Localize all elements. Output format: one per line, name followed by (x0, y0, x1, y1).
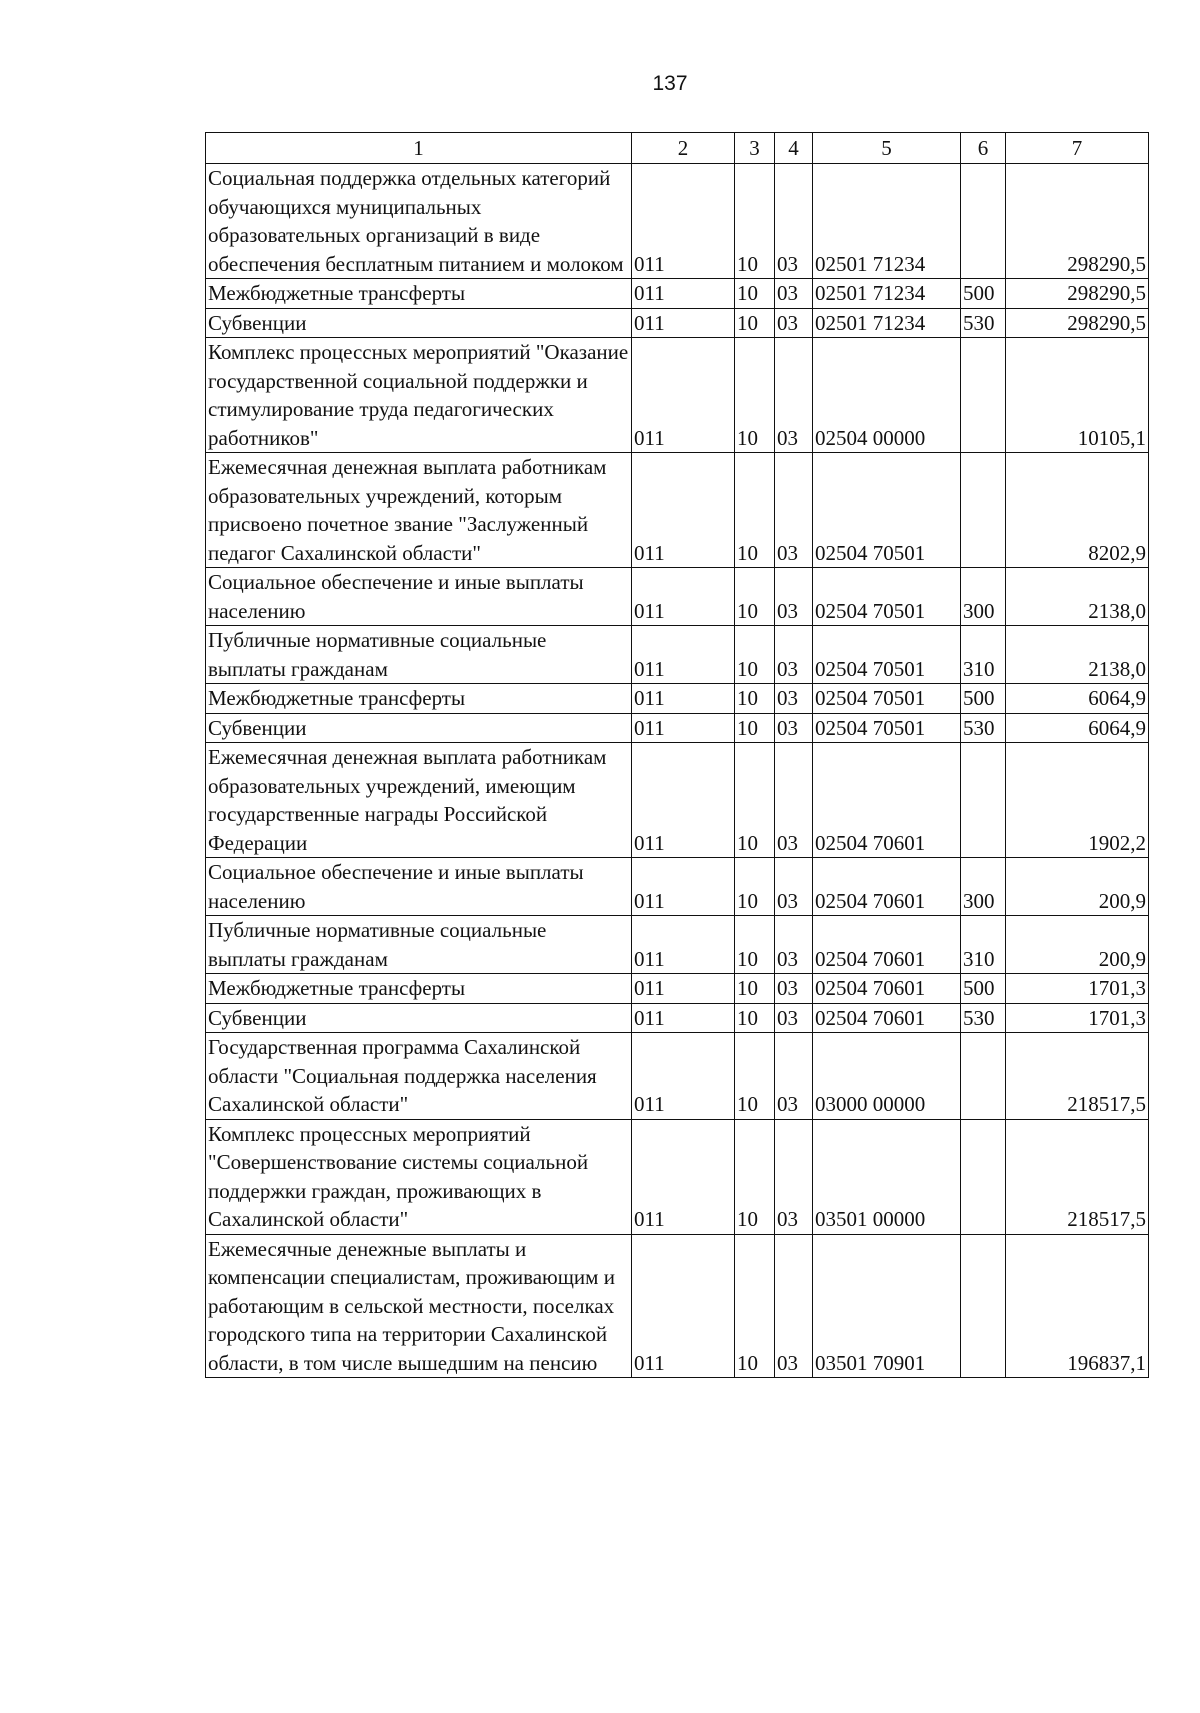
row-name-cell: Комплекс процессных мероприятий "Оказание государственной социальной поддержки и стимулирование труда педагогических работников" (206, 338, 632, 453)
row-col4-cell: 03 (775, 626, 813, 684)
row-col3-cell: 10 (735, 453, 775, 568)
row-amount-cell: 298290,5 (1006, 164, 1149, 279)
table-row (206, 1003, 1149, 1033)
table-row (206, 626, 1149, 684)
row-col6-cell (961, 453, 1006, 568)
row-col2-cell: 011 (632, 858, 735, 916)
row-col4-cell: 03 (775, 279, 813, 309)
row-col2-cell: 011 (632, 1119, 735, 1234)
column-header: 4 (775, 133, 813, 164)
row-name-cell: Субвенции (206, 713, 632, 743)
row-col2-cell: 011 (632, 1033, 735, 1120)
column-header: 3 (735, 133, 775, 164)
row-name-cell: Ежемесячные денежные выплаты и компенсации специалистам, проживающим и работающим в сельской местности, поселках городского типа на территории Сахалинской области, в том числе вышедшим на пенсию (206, 1234, 632, 1378)
row-col5-cell: 02501 71234 (813, 164, 961, 279)
row-col3-cell: 10 (735, 308, 775, 338)
table-row (206, 164, 1149, 279)
row-col5-cell: 02504 70501 (813, 626, 961, 684)
row-col2-cell: 011 (632, 974, 735, 1004)
row-col5-cell: 02504 70601 (813, 858, 961, 916)
row-col4-cell: 03 (775, 684, 813, 714)
table-row (206, 858, 1149, 916)
column-header: 5 (813, 133, 961, 164)
column-header: 7 (1006, 133, 1149, 164)
table-body (206, 164, 1149, 1378)
budget-table (205, 132, 1149, 1378)
row-name-cell: Комплекс процессных мероприятий "Совершенствование системы социальной поддержки граждан, проживающих в Сахалинской области" (206, 1119, 632, 1234)
row-col4-cell: 03 (775, 453, 813, 568)
row-amount-cell: 10105,1 (1006, 338, 1149, 453)
row-name-cell: Межбюджетные трансферты (206, 684, 632, 714)
row-col2-cell: 011 (632, 684, 735, 714)
row-name-cell: Социальная поддержка отдельных категорий обучающихся муниципальных образовательных организаций в виде обеспечения бесплатным питанием и молоком (206, 164, 632, 279)
row-col6-cell: 310 (961, 626, 1006, 684)
row-col4-cell: 03 (775, 164, 813, 279)
column-header: 6 (961, 133, 1006, 164)
row-col2-cell: 011 (632, 164, 735, 279)
row-col6-cell: 530 (961, 1003, 1006, 1033)
row-col6-cell: 530 (961, 308, 1006, 338)
row-col6-cell: 300 (961, 858, 1006, 916)
row-col3-cell: 10 (735, 338, 775, 453)
row-col4-cell: 03 (775, 1234, 813, 1378)
row-col2-cell: 011 (632, 308, 735, 338)
table-row (206, 279, 1149, 309)
row-name-cell: Социальное обеспечение и иные выплаты населению (206, 568, 632, 626)
row-amount-cell: 1902,2 (1006, 743, 1149, 858)
row-col3-cell: 10 (735, 684, 775, 714)
row-col4-cell: 03 (775, 1119, 813, 1234)
row-amount-cell: 200,9 (1006, 916, 1149, 974)
row-col3-cell: 10 (735, 858, 775, 916)
row-amount-cell: 6064,9 (1006, 713, 1149, 743)
row-col4-cell: 03 (775, 713, 813, 743)
table-header-row (206, 133, 1149, 164)
row-amount-cell: 1701,3 (1006, 974, 1149, 1004)
row-col5-cell: 03501 70901 (813, 1234, 961, 1378)
row-amount-cell: 196837,1 (1006, 1234, 1149, 1378)
row-col3-cell: 10 (735, 164, 775, 279)
table-row (206, 974, 1149, 1004)
row-col4-cell: 03 (775, 974, 813, 1004)
row-amount-cell: 1701,3 (1006, 1003, 1149, 1033)
row-col2-cell: 011 (632, 626, 735, 684)
row-col4-cell: 03 (775, 308, 813, 338)
row-col2-cell: 011 (632, 279, 735, 309)
row-col3-cell: 10 (735, 1033, 775, 1120)
row-name-cell: Субвенции (206, 308, 632, 338)
row-col3-cell: 10 (735, 1119, 775, 1234)
row-amount-cell: 200,9 (1006, 858, 1149, 916)
row-col5-cell: 02504 70501 (813, 713, 961, 743)
row-col6-cell (961, 338, 1006, 453)
row-name-cell: Субвенции (206, 1003, 632, 1033)
row-col4-cell: 03 (775, 743, 813, 858)
row-col6-cell (961, 743, 1006, 858)
row-col2-cell: 011 (632, 338, 735, 453)
row-col6-cell: 500 (961, 974, 1006, 1004)
row-col2-cell: 011 (632, 453, 735, 568)
row-col3-cell: 10 (735, 568, 775, 626)
row-col2-cell: 011 (632, 743, 735, 858)
row-name-cell: Ежемесячная денежная выплата работникам образовательных учреждений, которым присвоено почетное звание "Заслуженный педагог Сахалинской области" (206, 453, 632, 568)
row-name-cell: Межбюджетные трансферты (206, 974, 632, 1004)
row-col2-cell: 011 (632, 713, 735, 743)
row-name-cell: Ежемесячная денежная выплата работникам образовательных учреждений, имеющим государственные награды Российской Федерации (206, 743, 632, 858)
column-header: 1 (206, 133, 632, 164)
table-row (206, 568, 1149, 626)
table-row (206, 308, 1149, 338)
row-amount-cell: 2138,0 (1006, 626, 1149, 684)
row-col3-cell: 10 (735, 1234, 775, 1378)
row-col6-cell (961, 1033, 1006, 1120)
row-amount-cell: 218517,5 (1006, 1119, 1149, 1234)
row-amount-cell: 8202,9 (1006, 453, 1149, 568)
row-amount-cell: 298290,5 (1006, 279, 1149, 309)
row-col5-cell: 02501 71234 (813, 308, 961, 338)
row-col4-cell: 03 (775, 338, 813, 453)
table-row (206, 338, 1149, 453)
column-header: 2 (632, 133, 735, 164)
row-col6-cell (961, 1234, 1006, 1378)
page-number: 137 (652, 72, 688, 95)
row-amount-cell: 298290,5 (1006, 308, 1149, 338)
row-amount-cell: 218517,5 (1006, 1033, 1149, 1120)
row-col4-cell: 03 (775, 858, 813, 916)
row-name-cell: Публичные нормативные социальные выплаты гражданам (206, 626, 632, 684)
row-col4-cell: 03 (775, 1003, 813, 1033)
row-col5-cell: 02504 70601 (813, 916, 961, 974)
row-col5-cell: 02504 70601 (813, 743, 961, 858)
row-col5-cell: 02501 71234 (813, 279, 961, 309)
row-col3-cell: 10 (735, 916, 775, 974)
table-row (206, 1119, 1149, 1234)
row-col5-cell: 03000 00000 (813, 1033, 961, 1120)
row-col2-cell: 011 (632, 568, 735, 626)
row-col4-cell: 03 (775, 916, 813, 974)
row-name-cell: Публичные нормативные социальные выплаты гражданам (206, 916, 632, 974)
row-col2-cell: 011 (632, 916, 735, 974)
row-amount-cell: 2138,0 (1006, 568, 1149, 626)
row-col6-cell (961, 1119, 1006, 1234)
row-col6-cell: 500 (961, 279, 1006, 309)
row-amount-cell: 6064,9 (1006, 684, 1149, 714)
row-col4-cell: 03 (775, 568, 813, 626)
row-col6-cell: 300 (961, 568, 1006, 626)
table-row (206, 743, 1149, 858)
row-col2-cell: 011 (632, 1234, 735, 1378)
row-col2-cell: 011 (632, 1003, 735, 1033)
row-col6-cell: 530 (961, 713, 1006, 743)
table-row (206, 1033, 1149, 1120)
row-col3-cell: 10 (735, 626, 775, 684)
row-col5-cell: 02504 70501 (813, 453, 961, 568)
row-col3-cell: 10 (735, 713, 775, 743)
row-col3-cell: 10 (735, 1003, 775, 1033)
row-col5-cell: 02504 70601 (813, 974, 961, 1004)
row-name-cell: Межбюджетные трансферты (206, 279, 632, 309)
table-row (206, 713, 1149, 743)
row-col3-cell: 10 (735, 974, 775, 1004)
row-col3-cell: 10 (735, 743, 775, 858)
row-col6-cell: 310 (961, 916, 1006, 974)
table-row (206, 453, 1149, 568)
row-col5-cell: 03501 00000 (813, 1119, 961, 1234)
row-col5-cell: 02504 70601 (813, 1003, 961, 1033)
row-col4-cell: 03 (775, 1033, 813, 1120)
row-name-cell: Социальное обеспечение и иные выплаты населению (206, 858, 632, 916)
table-row (206, 1234, 1149, 1378)
row-name-cell: Государственная программа Сахалинской области "Социальная поддержка населения Сахалинской области" (206, 1033, 632, 1120)
row-col5-cell: 02504 70501 (813, 684, 961, 714)
table-row (206, 684, 1149, 714)
table-row (206, 916, 1149, 974)
row-col6-cell (961, 164, 1006, 279)
row-col5-cell: 02504 00000 (813, 338, 961, 453)
row-col3-cell: 10 (735, 279, 775, 309)
row-col5-cell: 02504 70501 (813, 568, 961, 626)
row-col6-cell: 500 (961, 684, 1006, 714)
